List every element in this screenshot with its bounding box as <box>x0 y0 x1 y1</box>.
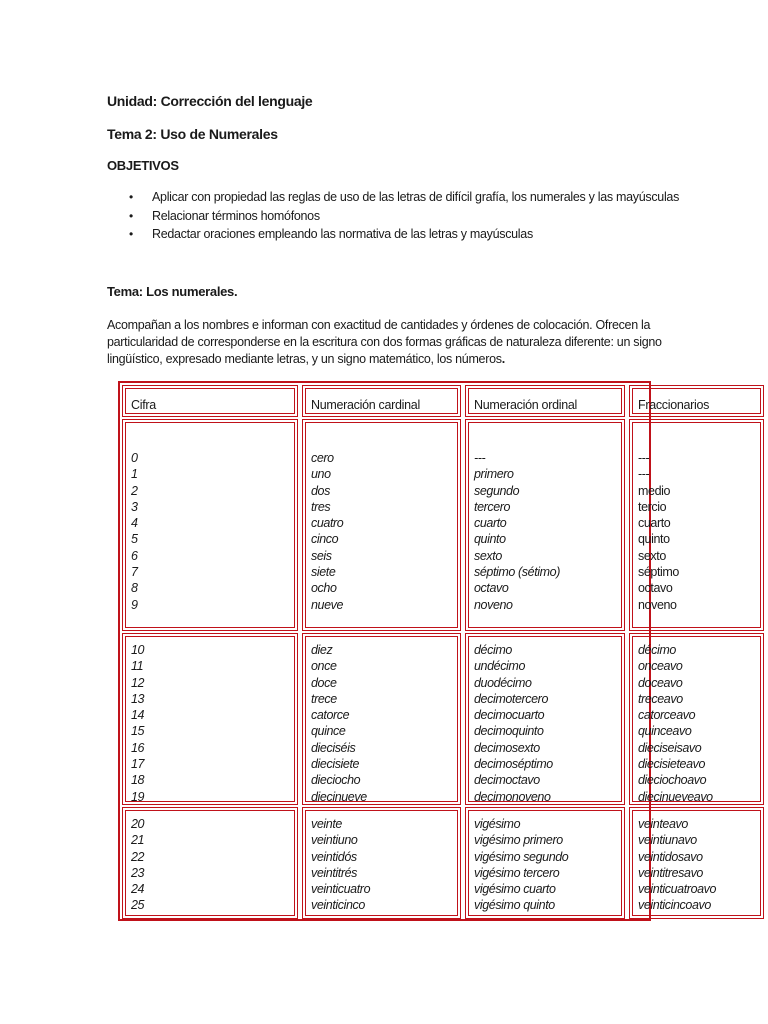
table-row-value: diecinueveavo <box>638 789 713 804</box>
header-cell-cardinal <box>302 385 461 417</box>
table-row-value: 24 <box>131 882 145 897</box>
table-row-value: dieciséis <box>311 740 356 755</box>
intro-text: Acompañan a los nombres e informan con exactitud de cantidades y órdenes de colocación. Ofrecen la particularidad de corresponderse en la escritura con dos formas gráficas de naturaleza diferente: un signo lingüístico, expresado mediante letras, y un signo matemático, los números <box>107 318 662 366</box>
table-row-value: veintiuno <box>311 833 358 848</box>
cell-inner-border <box>125 422 295 628</box>
section-title: Tema: Los numerales. <box>107 284 238 299</box>
table-row-value: veinticinco <box>311 898 365 913</box>
table-row-value: trece <box>311 691 337 706</box>
header-label: Cifra <box>131 398 156 412</box>
table-row-value: onceavo <box>638 659 683 674</box>
table-row-value: diecisiete <box>311 757 360 772</box>
table-row-value: veinticuatro <box>311 882 371 897</box>
table-row-value: noveno <box>638 597 677 612</box>
cell-lines <box>638 816 716 914</box>
table-row-value: 1 <box>131 467 138 482</box>
table-row-value: 23 <box>131 865 145 880</box>
intro-paragraph <box>107 317 667 368</box>
table-row-value: 17 <box>131 757 145 772</box>
table-row-value: dieciseisavo <box>638 740 702 755</box>
table-row-value: --- <box>638 451 650 465</box>
table-row-value: decimoquinto <box>474 724 544 739</box>
group-2-cell-fraccionarios <box>629 807 764 919</box>
table-row-value: nueve <box>311 597 344 612</box>
group-0-cell-cifra <box>122 419 298 631</box>
cell-lines <box>131 816 144 914</box>
table-row-value: cinco <box>311 532 339 547</box>
group-0-cell-cardinal <box>302 419 461 631</box>
table-row-value: cuarto <box>638 516 671 531</box>
table-row-value: 7 <box>131 565 138 580</box>
table-row-value: dieciocho <box>311 773 361 788</box>
table-row-value: veinteavo <box>638 817 688 831</box>
table-row-value: quinto <box>638 532 670 547</box>
numerals-table <box>118 381 717 921</box>
group-1-cell-cardinal <box>302 633 461 805</box>
table-row-value: doce <box>311 675 337 690</box>
table-row-value: 3 <box>131 499 138 514</box>
table-row-value: decimoséptimo <box>474 757 553 772</box>
table-row-value: vigésimo quinto <box>474 898 555 913</box>
table-row-value: 21 <box>131 833 145 848</box>
objective-item <box>107 188 707 207</box>
table-row-value: quince <box>311 724 346 739</box>
table-row-value: catorce <box>311 708 350 723</box>
table-row-value: diez <box>311 643 333 657</box>
table-row-value: séptimo (sétimo) <box>474 565 560 580</box>
table-row-value: seis <box>311 548 332 563</box>
bullet-icon: • <box>129 190 133 204</box>
table-row-value: medio <box>638 483 671 498</box>
cell-inner-border <box>125 636 295 802</box>
table-row-value: --- <box>474 451 486 465</box>
table-row-value: 11 <box>131 659 144 674</box>
table-row-value: decimonoveno <box>474 789 551 804</box>
cell-lines <box>311 450 343 613</box>
cell-lines <box>474 816 568 914</box>
group-1-cell-ordinal <box>465 633 625 805</box>
header-label: Numeración ordinal <box>474 398 577 412</box>
cell-inner-border <box>125 810 295 916</box>
table-row-value: cero <box>311 451 334 465</box>
objectives-title: OBJETIVOS <box>107 158 179 173</box>
table-row-value: 19 <box>131 789 145 804</box>
table-row-value: doceavo <box>638 675 683 690</box>
table-row-value: vigésimo cuarto <box>474 882 556 897</box>
objective-item <box>107 207 707 226</box>
objectives-list <box>107 188 707 244</box>
table-row-value: tercero <box>474 499 511 514</box>
table-row-value: octavo <box>474 581 509 596</box>
objective-text: Redactar oraciones empleando las normativa de las letras y mayúsculas <box>152 227 533 241</box>
table-row-value: once <box>311 659 337 674</box>
table-row-value: 20 <box>131 817 145 831</box>
table-row-value: 18 <box>131 773 145 788</box>
group-0-cell-ordinal <box>465 419 625 631</box>
bullet-icon: • <box>129 227 133 241</box>
table-row-value: 8 <box>131 581 138 596</box>
table-row-value: vigésimo tercero <box>474 865 560 880</box>
bullet-icon: • <box>129 208 133 223</box>
table-row-value: diecinueve <box>311 789 367 804</box>
table-row-value: 14 <box>131 708 145 723</box>
table-row-value: undécimo <box>474 659 525 674</box>
table-row-value: catorceavo <box>638 708 696 723</box>
table-row-value: uno <box>311 467 331 482</box>
table-row-value: treceavo <box>638 691 683 706</box>
cell-lines <box>474 642 553 805</box>
header-cell-ordinal <box>465 385 625 417</box>
table-row-value: veintidosavo <box>638 849 703 864</box>
table-row-value: 12 <box>131 675 145 690</box>
cell-lines <box>638 450 679 613</box>
objective-text: Relacionar términos homófonos <box>152 208 320 223</box>
table-row-value: veinticincoavo <box>638 898 711 913</box>
table-row-value: diecisieteavo <box>638 757 706 772</box>
table-row-value: 16 <box>131 740 145 755</box>
table-row-value: noveno <box>474 597 513 612</box>
table-row-value: vigésimo segundo <box>474 849 569 864</box>
table-row-value: vigésimo primero <box>474 833 563 848</box>
table-row-value: 0 <box>131 451 138 465</box>
table-row-value: veintitrés <box>311 865 358 880</box>
group-1-cell-fraccionarios <box>629 633 764 805</box>
table-row-value: cuatro <box>311 516 344 531</box>
group-2-cell-cardinal <box>302 807 461 919</box>
table-row-value: decimotercero <box>474 691 548 706</box>
group-1-cell-cifra <box>122 633 298 805</box>
table-row-value: décimo <box>474 643 512 657</box>
header-label: Numeración cardinal <box>311 398 420 412</box>
table-row-value: veinte <box>311 817 342 831</box>
table-row-value: segundo <box>474 483 520 498</box>
table-row-value: 10 <box>131 643 145 657</box>
table-row-value: 5 <box>131 532 138 547</box>
table-row-value: duodécimo <box>474 675 532 690</box>
table-row-value: 6 <box>131 548 138 563</box>
cell-lines <box>311 816 370 914</box>
table-row-value: quinceavo <box>638 724 692 739</box>
table-row-value: quinto <box>474 532 506 547</box>
table-row-value: primero <box>474 467 514 482</box>
table-row-value: 4 <box>131 516 138 531</box>
topic-title: Tema 2: Uso de Numerales <box>107 126 278 142</box>
cell-lines <box>131 642 144 805</box>
group-0-cell-fraccionarios <box>629 419 764 631</box>
table-row-value: --- <box>638 467 650 482</box>
cell-lines <box>638 642 713 805</box>
table-row-value: 2 <box>131 483 138 498</box>
table-row-value: tres <box>311 499 331 514</box>
table-row-value: 15 <box>131 724 145 739</box>
cell-lines <box>474 450 560 613</box>
cell-lines <box>131 450 138 613</box>
table-row-value: 13 <box>131 691 145 706</box>
group-2-cell-ordinal <box>465 807 625 919</box>
table-row-value: decimoctavo <box>474 773 540 788</box>
table-row-value: ocho <box>311 581 337 596</box>
table-row-value: tercio <box>638 499 667 514</box>
objective-item <box>107 225 707 244</box>
table-row-value: 25 <box>131 898 145 913</box>
table-row-value: veintiunavo <box>638 833 697 848</box>
table-row-value: sexto <box>474 548 502 563</box>
header-label: Fraccionarios <box>638 398 710 412</box>
unit-title: Unidad: Corrección del lenguaje <box>107 93 313 109</box>
table-row-value: 22 <box>131 849 145 864</box>
table-row-value: octavo <box>638 581 673 596</box>
table-row-value: sexto <box>638 548 666 563</box>
table-row-value: séptimo <box>638 565 679 580</box>
table-row-value: veintidós <box>311 849 357 864</box>
table-row-value: 9 <box>131 597 138 612</box>
objective-text: Aplicar con propiedad las reglas de uso de las letras de difícil grafía, los numerales y las mayúsculas <box>152 190 680 204</box>
table-row-value: vigésimo <box>474 817 521 831</box>
header-cell-fraccionarios <box>629 385 764 417</box>
cell-lines <box>311 642 367 805</box>
table-row-value: décimo <box>638 643 676 657</box>
intro-period: . <box>501 352 505 366</box>
table-row-value: cuarto <box>474 516 507 531</box>
table-row-value: siete <box>311 565 336 580</box>
table-row-value: dos <box>311 483 330 498</box>
table-row-value: veintitresavo <box>638 865 703 880</box>
group-2-cell-cifra <box>122 807 298 919</box>
table-row-value: decimocuarto <box>474 708 545 723</box>
table-row-value: decimosexto <box>474 740 540 755</box>
header-cell-cifra <box>122 385 298 417</box>
table-row-value: veinticuatroavo <box>638 882 717 897</box>
table-row-value: dieciochoavo <box>638 773 707 788</box>
